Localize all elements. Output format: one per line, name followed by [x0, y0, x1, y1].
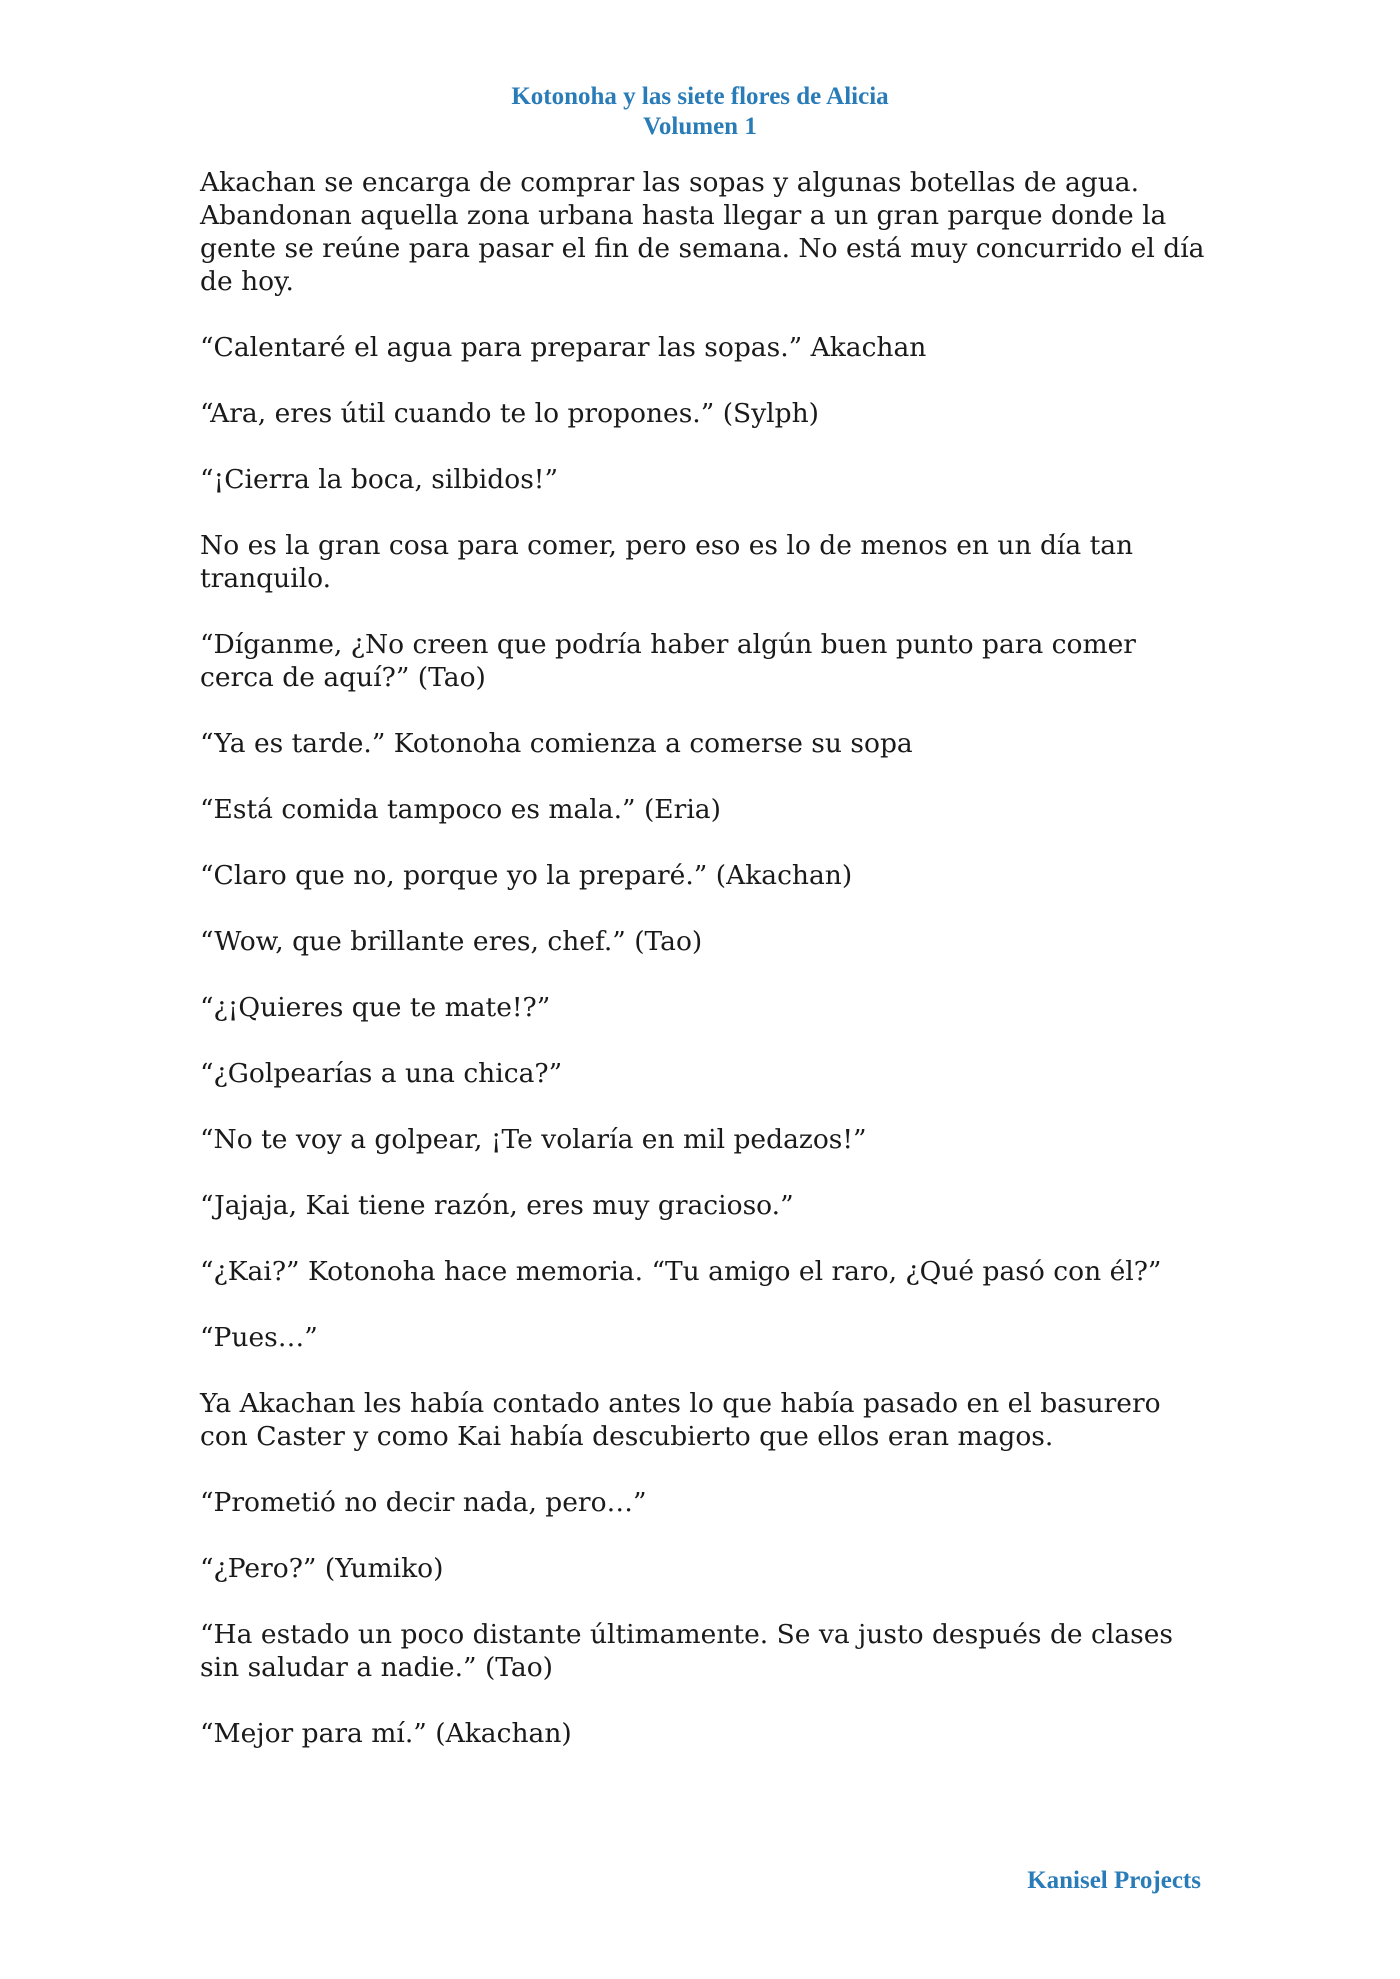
- paragraph: “Mejor para mí.” (Akachan): [200, 1718, 572, 1749]
- paragraph: “Está comida tampoco es mala.” (Eria): [200, 794, 721, 825]
- paragraph: “¿Golpearías a una chica?”: [200, 1058, 563, 1089]
- paragraph: Akachan se encarga de comprar las sopas y algunas botellas de agua. Abandonan aquella zona urbana hasta llegar a un gran parque donde la gente se reúne para pasar el fin de semana. No está muy concurrido el día de hoy.: [200, 167, 1205, 297]
- paragraph: Ya Akachan les había contado antes lo que había pasado en el basurero con Caster y como Kai había descubierto que ellos eran magos.: [200, 1388, 1161, 1452]
- paragraph: “¿¡Quieres que te mate!?”: [200, 992, 551, 1023]
- volume-label: Volumen 1: [643, 113, 757, 140]
- body-text: [200, 166, 1210, 1783]
- paragraph: “Calentaré el agua para preparar las sopas.” Akachan: [200, 332, 927, 363]
- paragraph: “Prometió no decir nada, pero…”: [200, 1487, 647, 1518]
- paragraph: “¡Cierra la boca, silbidos!”: [200, 464, 558, 495]
- paragraph: “¿Pero?” (Yumiko): [200, 1553, 444, 1584]
- page-footer-publisher: Kanisel Projects: [1027, 1867, 1201, 1894]
- page-header: [0, 82, 1400, 142]
- paragraph: “Ha estado un poco distante últimamente. Se va justo después de clases sin saludar a nadie.” (Tao): [200, 1619, 1174, 1683]
- paragraph: “Díganme, ¿No creen que podría haber algún buen punto para comer cerca de aquí?” (Tao): [200, 629, 1136, 693]
- paragraph: “Ya es tarde.” Kotonoha comienza a comerse su sopa: [200, 728, 913, 759]
- paragraph: No es la gran cosa para comer, pero eso es lo de menos en un día tan tranquilo.: [200, 530, 1134, 594]
- book-title: Kotonoha y las siete flores de Alicia: [511, 83, 889, 110]
- paragraph: “No te voy a golpear, ¡Te volaría en mil pedazos!”: [200, 1124, 867, 1155]
- paragraph: “Wow, que brillante eres, chef.” (Tao): [200, 926, 703, 957]
- paragraph: “¿Kai?” Kotonoha hace memoria. “Tu amigo el raro, ¿Qué pasó con él?”: [200, 1256, 1162, 1287]
- paragraph: “Pues…”: [200, 1322, 318, 1353]
- paragraph: “Claro que no, porque yo la preparé.” (Akachan): [200, 860, 853, 891]
- paragraph: “Ara, eres útil cuando te lo propones.” (Sylph): [200, 398, 820, 429]
- paragraph: “Jajaja, Kai tiene razón, eres muy gracioso.”: [200, 1190, 794, 1221]
